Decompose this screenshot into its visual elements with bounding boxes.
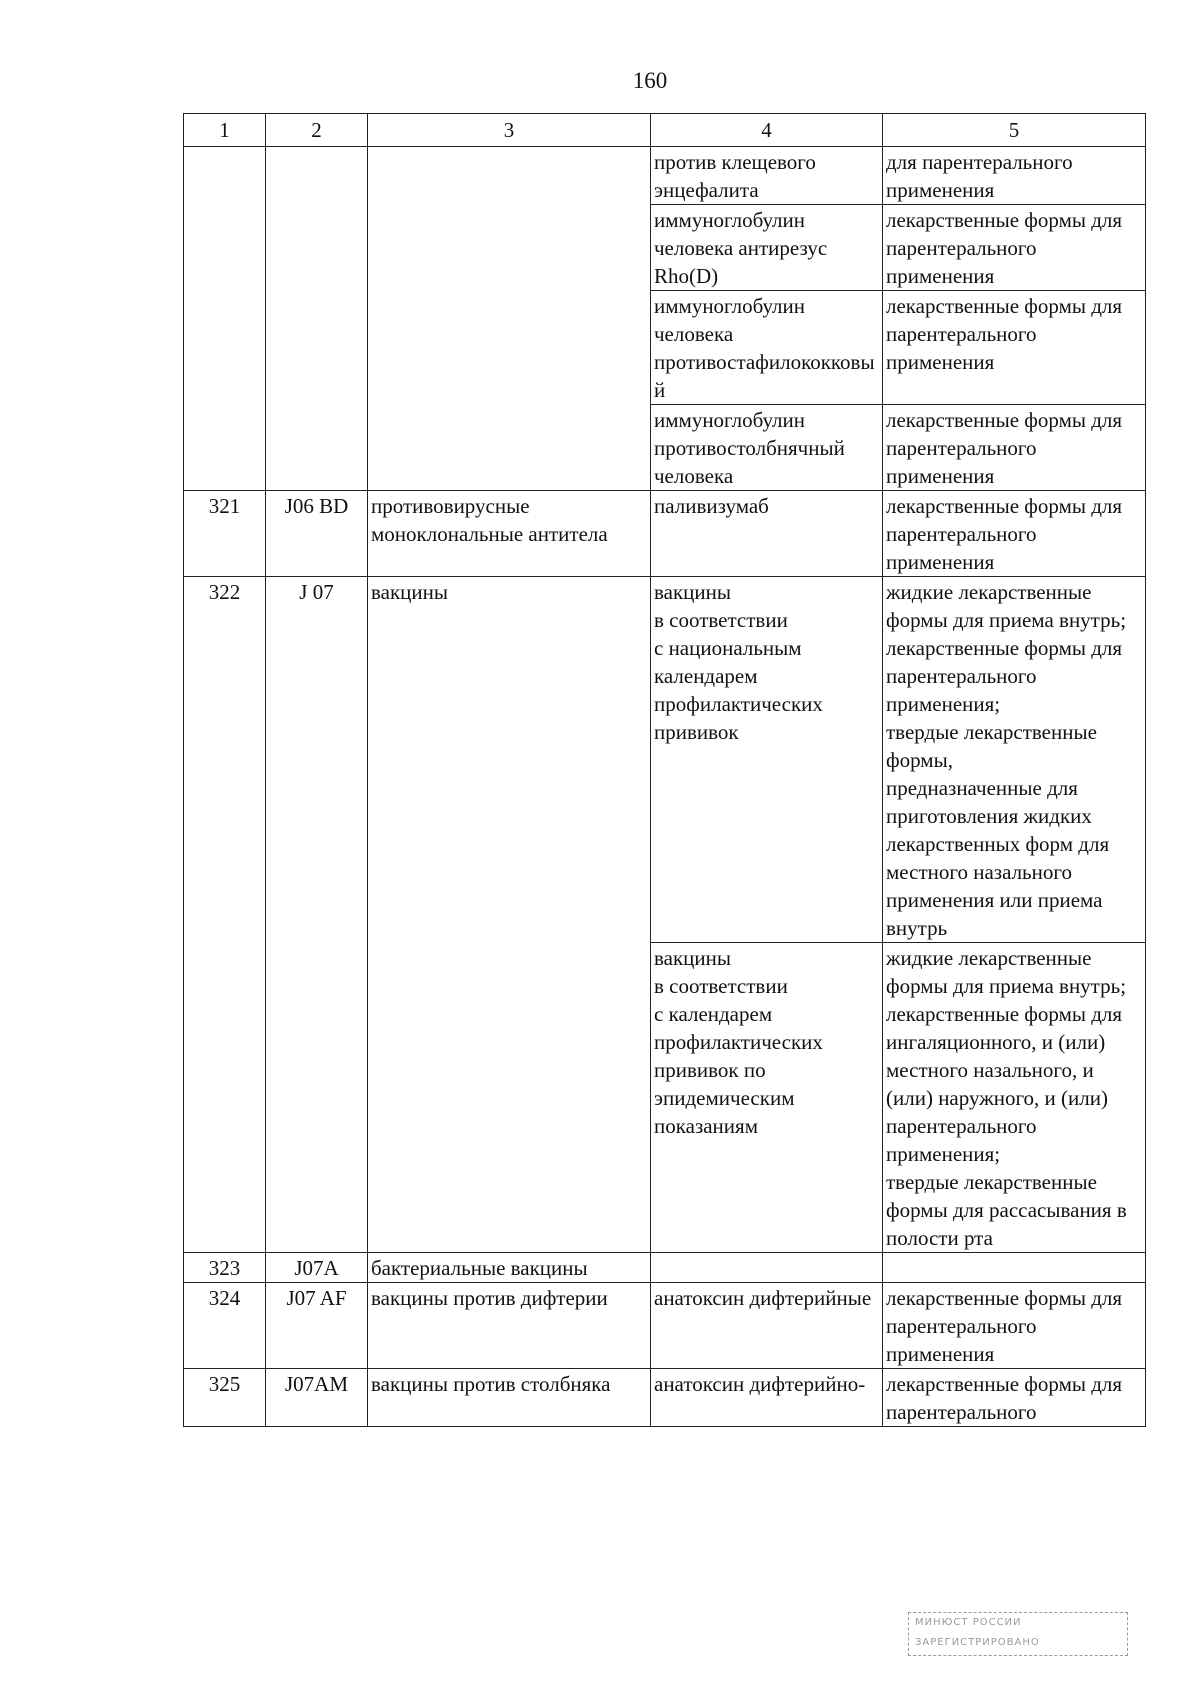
drug-cell <box>651 1253 883 1283</box>
group-cell: бактериальные вакцины <box>368 1253 651 1283</box>
form-cell: лекарственные формы для парентерального применения <box>883 491 1146 577</box>
drug-cell: иммуноглобулин человека противостафилококковый <box>651 291 883 405</box>
row-number-cell: 322 <box>184 577 266 943</box>
row-number-cell: 325 <box>184 1369 266 1427</box>
drug-cell: вакцины в соответствии с национальным календарем профилактических прививок <box>651 577 883 943</box>
column-header: 2 <box>266 114 368 147</box>
atx-code-cell <box>266 405 368 491</box>
form-cell: лекарственные формы для парентерального применения <box>883 405 1146 491</box>
group-cell <box>368 205 651 291</box>
table-row <box>184 491 1146 577</box>
form-cell: лекарственные формы для парентерального применения <box>883 1283 1146 1369</box>
atx-code-cell: J07AM <box>266 1369 368 1427</box>
page-number: 160 <box>632 68 668 93</box>
row-number-cell <box>184 943 266 1253</box>
column-header: 5 <box>883 114 1146 147</box>
drug-cell: иммуноглобулин противостолбнячный человека <box>651 405 883 491</box>
atx-code-cell: J06 BD <box>266 491 368 577</box>
row-number-cell <box>184 291 266 405</box>
table-row <box>184 943 1146 1253</box>
drug-cell: иммуноглобулин человека антирезус Rho(D) <box>651 205 883 291</box>
stamp-line: ЗАРЕГИСТРИРОВАНО <box>915 1637 1040 1648</box>
drug-cell: анатоксин дифтерийные <box>651 1283 883 1369</box>
form-cell: жидкие лекарственные формы для приема внутрь; лекарственные формы для ингаляционного, и (или) местного назального, и (или) наружного, и (или) парентерального применения; твердые лекарственные формы для рассасывания в полости рта <box>883 943 1146 1253</box>
group-cell <box>368 405 651 491</box>
table-row <box>184 1369 1146 1427</box>
drug-table <box>183 113 1146 1427</box>
row-number-cell <box>184 147 266 205</box>
row-number-cell: 323 <box>184 1253 266 1283</box>
row-number-cell: 321 <box>184 491 266 577</box>
atx-code-cell: J07 AF <box>266 1283 368 1369</box>
column-header: 1 <box>184 114 266 147</box>
column-header: 4 <box>651 114 883 147</box>
atx-code-cell: J07A <box>266 1253 368 1283</box>
row-number-cell: 324 <box>184 1283 266 1369</box>
column-header: 3 <box>368 114 651 147</box>
table-row <box>184 1253 1146 1283</box>
table-row <box>184 205 1146 291</box>
group-cell <box>368 943 651 1253</box>
form-cell: лекарственные формы для парентерального применения <box>883 291 1146 405</box>
group-cell: вакцины против столбняка <box>368 1369 651 1427</box>
atx-code-cell <box>266 205 368 291</box>
atx-code-cell <box>266 943 368 1253</box>
drug-cell: анатоксин дифтерийно- <box>651 1369 883 1427</box>
form-cell: для парентерального применения <box>883 147 1146 205</box>
form-cell: лекарственные формы для парентерального применения <box>883 205 1146 291</box>
atx-code-cell <box>266 147 368 205</box>
group-cell <box>368 291 651 405</box>
drug-cell: вакцины в соответствии с календарем профилактических прививок по эпидемическим показаниям <box>651 943 883 1253</box>
registration-stamp <box>908 1612 1128 1656</box>
group-cell <box>368 147 651 205</box>
row-number-cell <box>184 405 266 491</box>
form-cell: лекарственные формы для парентерального <box>883 1369 1146 1427</box>
stamp-line: МИНЮСТ РОССИИ <box>915 1617 1022 1628</box>
group-cell: противовирусные моноклональные антитела <box>368 491 651 577</box>
form-cell: жидкие лекарственные формы для приема внутрь; лекарственные формы для парентерального применения; твердые лекарственные формы, предназначенные для приготовления жидких лекарственных форм для местного назального применения или приема внутрь <box>883 577 1146 943</box>
drug-cell: против клещевого энцефалита <box>651 147 883 205</box>
table-row <box>184 405 1146 491</box>
table-header-row <box>184 114 1146 147</box>
group-cell: вакцины против дифтерии <box>368 1283 651 1369</box>
atx-code-cell: J 07 <box>266 577 368 943</box>
table-row <box>184 1283 1146 1369</box>
group-cell: вакцины <box>368 577 651 943</box>
table-row <box>184 147 1146 205</box>
table-row <box>184 291 1146 405</box>
atx-code-cell <box>266 291 368 405</box>
table-row <box>184 577 1146 943</box>
row-number-cell <box>184 205 266 291</box>
drug-cell: паливизумаб <box>651 491 883 577</box>
form-cell <box>883 1253 1146 1283</box>
